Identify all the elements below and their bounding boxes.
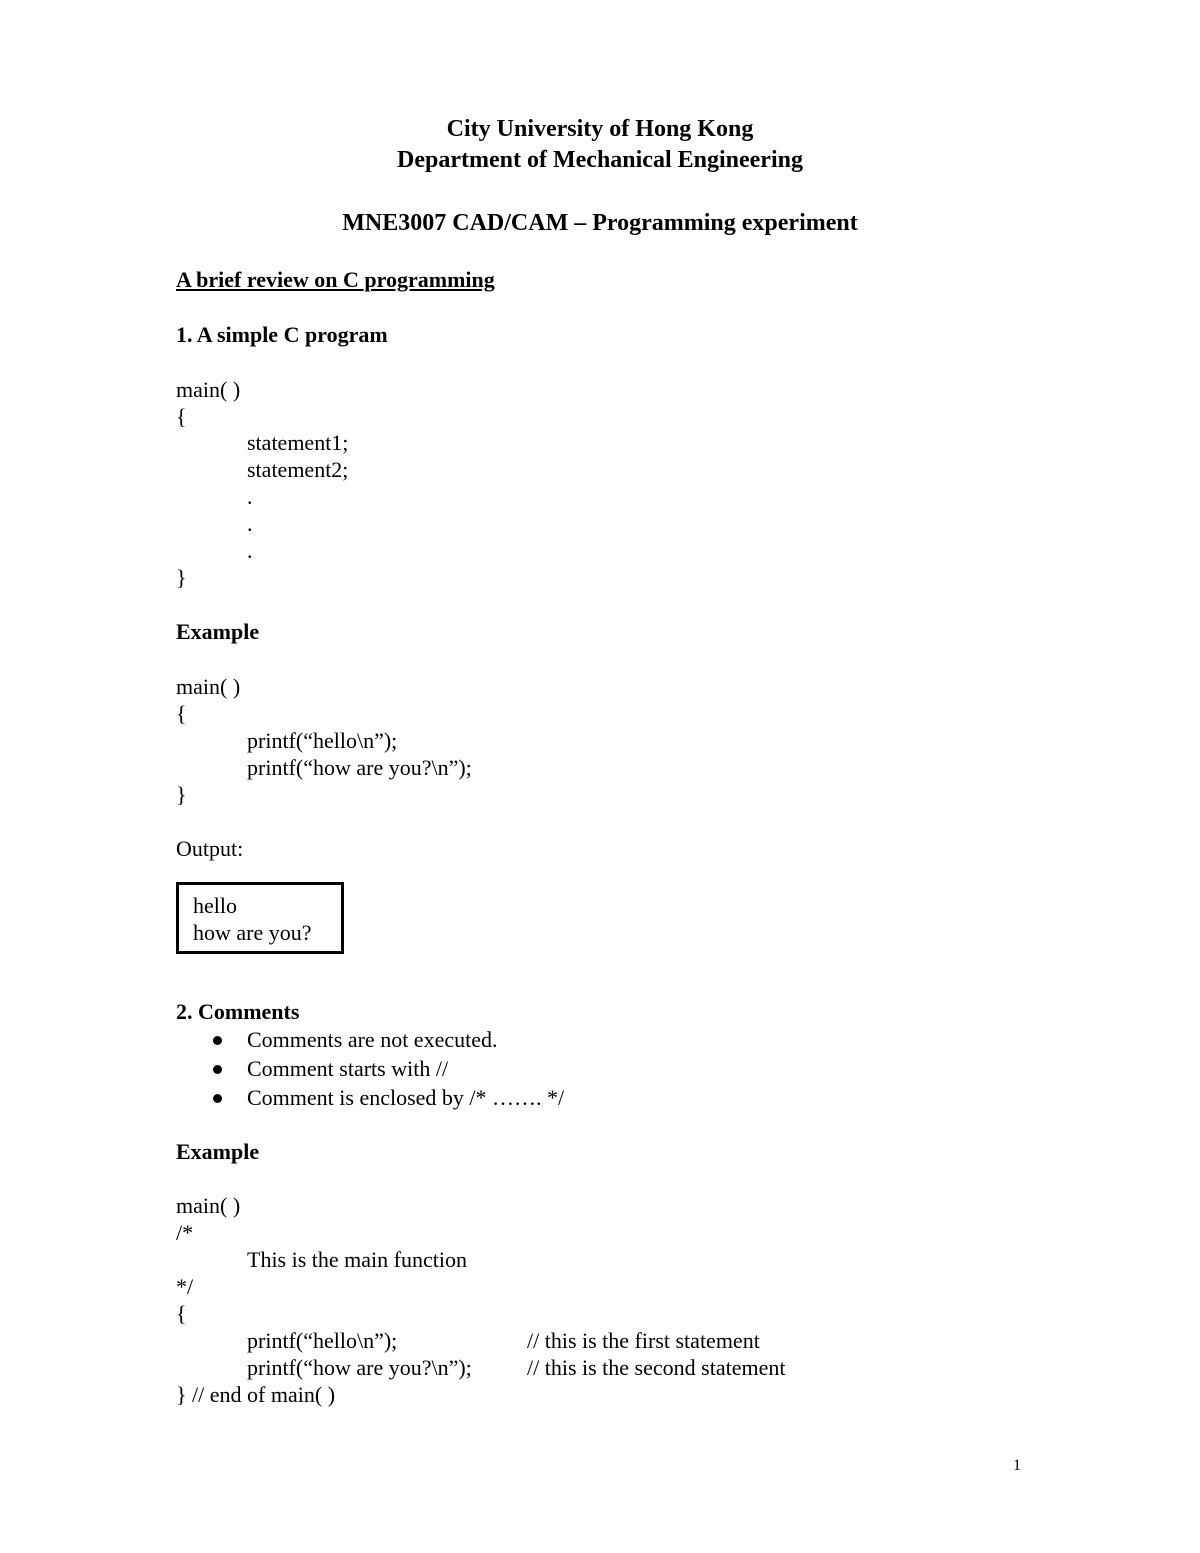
code-line: } // end of main( ) bbox=[176, 1382, 336, 1407]
code-line: main( ) bbox=[176, 674, 241, 699]
code-comment: // this is the second statement bbox=[527, 1355, 786, 1380]
review-heading: A brief review on C programming bbox=[176, 267, 495, 292]
example1-heading: Example bbox=[176, 619, 260, 644]
code-line: . bbox=[247, 511, 253, 536]
code-line: /* bbox=[176, 1220, 194, 1245]
code-line: { bbox=[176, 1301, 187, 1326]
output-line: how are you? bbox=[193, 920, 312, 945]
code-line: { bbox=[176, 701, 187, 726]
code-comment: // this is the first statement bbox=[527, 1328, 760, 1353]
page-number: 1 bbox=[1013, 1457, 1021, 1474]
course-title: MNE3007 CAD/CAM – Programming experiment bbox=[342, 210, 858, 236]
output-label: Output: bbox=[176, 836, 244, 861]
department-title: Department of Mechanical Engineering bbox=[397, 147, 803, 173]
code-line: } bbox=[176, 565, 187, 590]
code-line: statement1; bbox=[247, 430, 349, 455]
code-line: } bbox=[176, 782, 187, 807]
code-line: main( ) bbox=[176, 377, 241, 402]
list-item: Comments are not executed. bbox=[247, 1027, 498, 1052]
code-line: printf(“how are you?\n”); bbox=[247, 1355, 472, 1380]
code-line: printf(“hello\n”); bbox=[247, 1328, 398, 1353]
bullet-icon bbox=[213, 1065, 222, 1074]
bullet-icon bbox=[213, 1036, 222, 1045]
section2-heading: 2. Comments bbox=[176, 999, 300, 1024]
code-line: { bbox=[176, 404, 187, 429]
code-line: This is the main function bbox=[247, 1247, 467, 1272]
code-line: statement2; bbox=[247, 457, 349, 482]
output-line: hello bbox=[193, 893, 237, 918]
code-line: printf(“hello\n”); bbox=[247, 728, 398, 753]
code-line: . bbox=[247, 484, 253, 509]
code-line: . bbox=[247, 538, 253, 563]
example2-heading: Example bbox=[176, 1139, 260, 1164]
list-item: Comment is enclosed by /* ……. */ bbox=[247, 1085, 565, 1110]
code-line: printf(“how are you?\n”); bbox=[247, 755, 472, 780]
bullet-icon bbox=[213, 1094, 222, 1103]
code-line: main( ) bbox=[176, 1193, 241, 1218]
university-title: City University of Hong Kong bbox=[446, 116, 754, 142]
section1-heading: 1. A simple C program bbox=[176, 322, 388, 347]
list-item: Comment starts with // bbox=[247, 1056, 449, 1081]
code-line: */ bbox=[176, 1274, 194, 1299]
